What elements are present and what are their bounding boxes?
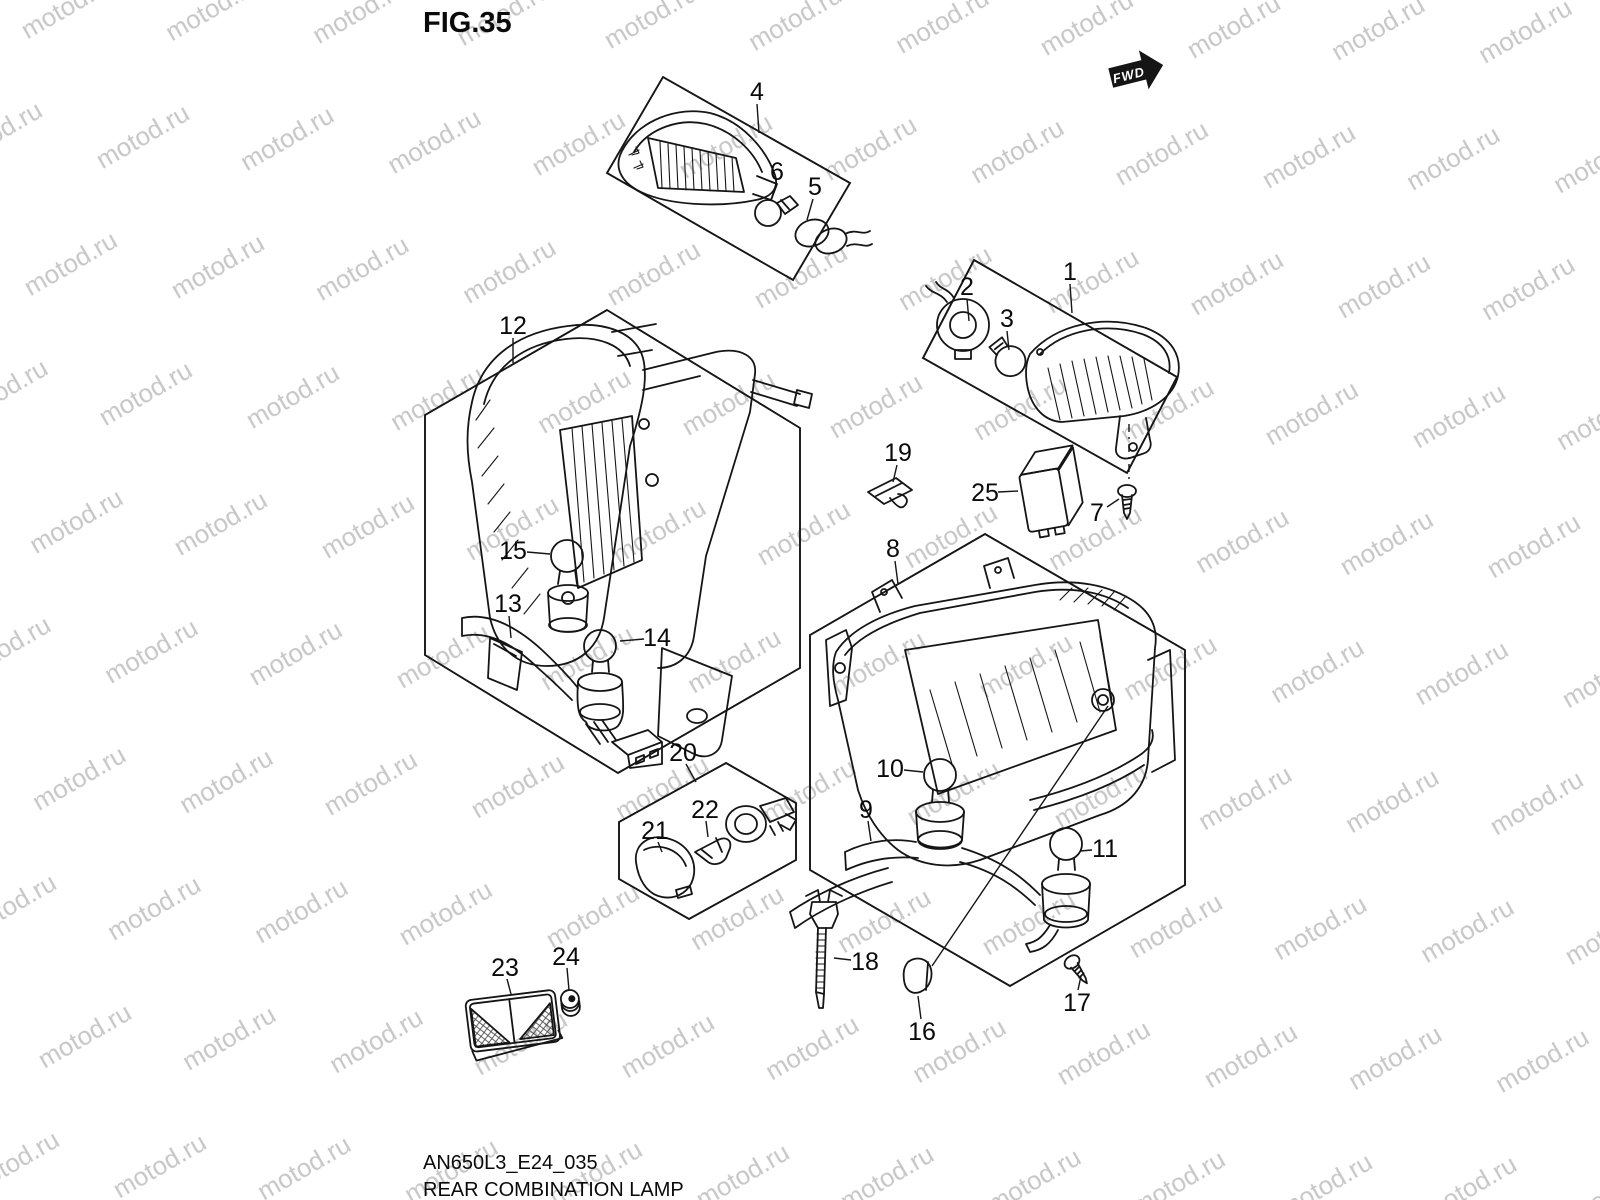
part-label-15: 15 — [499, 537, 527, 565]
figure-code: AN650L3_E24_035 — [423, 1152, 598, 1174]
part-leader-11 — [1080, 850, 1092, 851]
part-label-22: 22 — [691, 796, 719, 824]
part-label-18: 18 — [851, 948, 879, 976]
part-label-5: 5 — [808, 173, 822, 201]
figure-title: FIG.35 — [423, 7, 512, 39]
part-label-13: 13 — [494, 590, 522, 618]
part-label-7: 7 — [1090, 499, 1104, 527]
part-label-9: 9 — [859, 796, 873, 824]
part-label-17: 17 — [1063, 989, 1091, 1017]
part-label-23: 23 — [491, 954, 519, 982]
part-label-6: 6 — [770, 158, 784, 186]
part-label-16: 16 — [908, 1018, 936, 1046]
part-label-4: 4 — [750, 78, 764, 106]
fwd-arrow-label: FWD — [1111, 63, 1147, 87]
part-label-24: 24 — [552, 943, 580, 971]
part-label-21: 21 — [641, 817, 669, 845]
part-leader-25 — [998, 491, 1018, 492]
part-label-14: 14 — [643, 624, 671, 652]
part-label-1: 1 — [1063, 258, 1077, 286]
part-label-10: 10 — [876, 755, 904, 783]
part-label-2: 2 — [960, 273, 974, 301]
part-label-3: 3 — [1000, 305, 1014, 333]
part-label-12: 12 — [499, 312, 527, 340]
part-label-19: 19 — [884, 439, 912, 467]
part-label-8: 8 — [886, 535, 900, 563]
figure-caption: REAR COMBINATION LAMP — [423, 1179, 684, 1200]
part-label-20: 20 — [669, 739, 697, 767]
part-label-25: 25 — [971, 479, 999, 507]
part-label-11: 11 — [1092, 835, 1118, 863]
